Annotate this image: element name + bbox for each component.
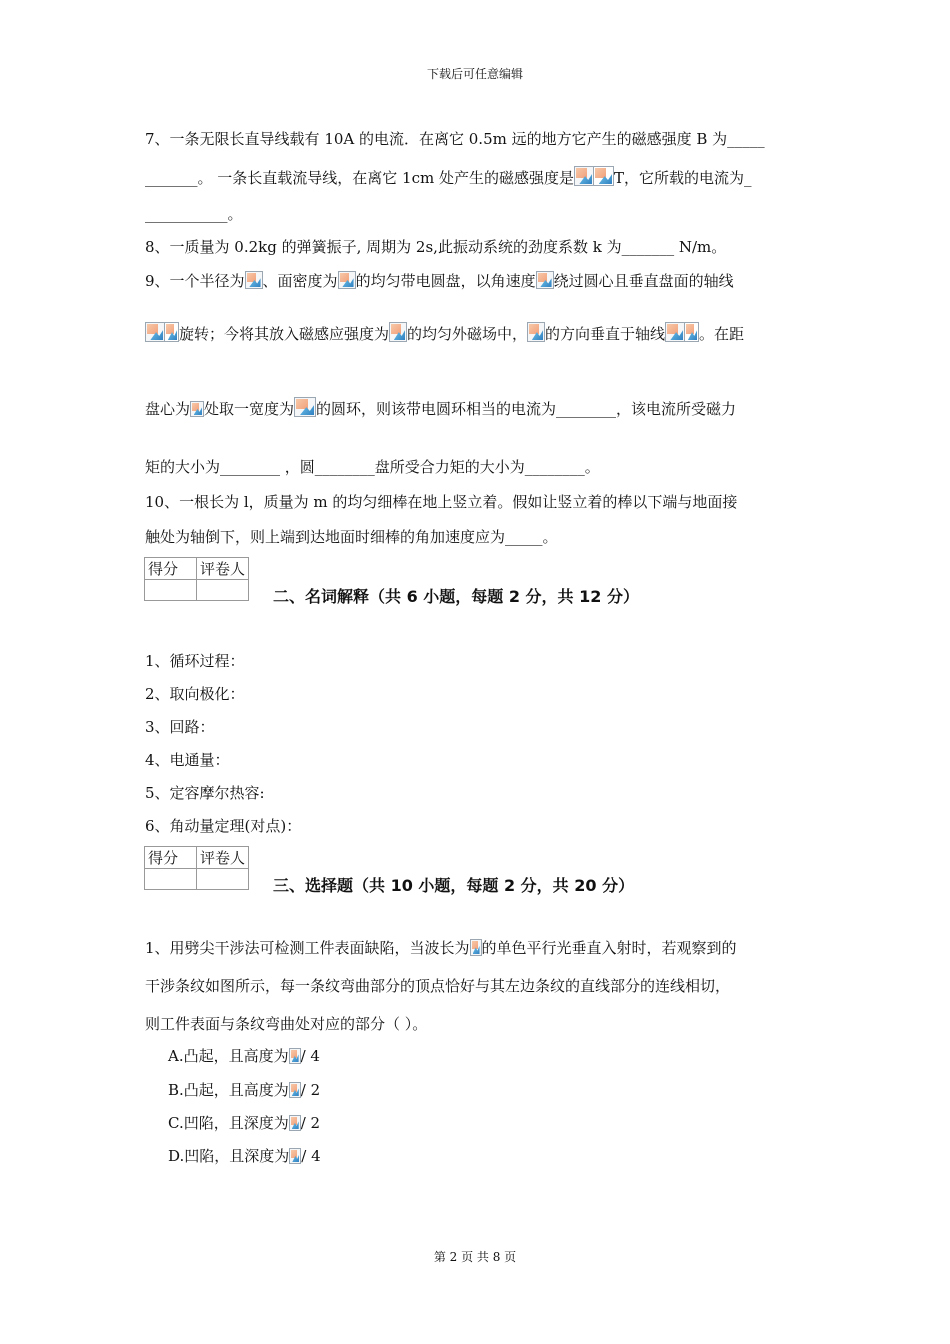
q7-line3: ___________。: [145, 205, 243, 223]
q9-line2: [145, 322, 744, 344]
option-text: / 4: [300, 1047, 320, 1065]
q9-text: 。在距: [699, 325, 745, 343]
q9-text: 9、一个半径为: [145, 272, 245, 290]
mc-option-d: [168, 1145, 321, 1166]
q8-line: 8、一质量为 0.2kg 的弹簧振子, 周期为 2s,此振动系统的劲度系数 k 为_______ N/m。: [145, 238, 727, 256]
q9-text: 、面密度为: [262, 272, 338, 290]
q9-text: 的方向垂直于轴线: [545, 325, 666, 343]
image-placeholder-icon: [289, 1048, 301, 1064]
section2-title: 二、名词解释（共 6 小题，每题 2 分，共 12 分）: [273, 587, 639, 606]
option-text: / 4: [301, 1147, 321, 1165]
grader-label: 评卷人: [197, 847, 249, 869]
page-footer: 第 2 页 共 8 页: [433, 1250, 517, 1264]
term-item: 5、定容摩尔热容:: [145, 784, 265, 802]
mc-option-c: [168, 1112, 320, 1133]
image-placeholder-icon: [165, 322, 179, 342]
score-cell: [145, 869, 197, 890]
q9-text: 的均匀外磁场中，: [407, 325, 528, 343]
mc-q1-text: 的单色平行光垂直入射时，若观察到的: [481, 939, 737, 957]
q10-line1: 10、一根长为 l，质量为 m 的均匀细棒在地上竖立着。假如让竖立着的棒以下端与地面接: [145, 493, 738, 511]
mc-option-a: [168, 1045, 320, 1066]
q10-line2: 触处为轴倒下，则上端到达地面时细棒的角加速度应为_____。: [145, 528, 558, 546]
mc-q1-line2: 干涉条纹如图所示，每一条纹弯曲部分的顶点恰好与其左边条纹的直线部分的连线相切，: [145, 977, 731, 995]
q7-line1: 7、一条无限长直导线载有 10A 的电流．在离它 0.5m 远的地方它产生的磁感强度 B 为_____: [145, 130, 765, 148]
option-text: A.凸起，且高度为: [168, 1047, 289, 1065]
score-label: 得分: [145, 847, 197, 869]
score-cell: [145, 580, 197, 601]
score-table: [144, 557, 249, 601]
mc-q1-line1: [145, 937, 737, 958]
q9-text: 绕过圆心且垂直盘面的轴线: [553, 272, 734, 290]
score-table: [144, 846, 249, 890]
score-label: 得分: [145, 558, 197, 580]
image-placeholder-icon: [338, 271, 356, 289]
option-text: C.凹陷，且深度为: [168, 1114, 289, 1132]
image-placeholder-icon: [289, 1115, 301, 1131]
option-text: D.凹陷，且深度为: [168, 1147, 290, 1165]
image-placeholder-icon: [190, 401, 204, 417]
q9-line3: [145, 397, 736, 419]
option-text: / 2: [300, 1114, 321, 1132]
image-placeholder-icon: [527, 322, 545, 342]
image-placeholder-icon: [289, 1148, 301, 1164]
term-item: 3、回路：: [145, 718, 215, 736]
q7-line2-text-a: _______。 一条长直载流导线，在离它 1cm 处产生的磁感强度是: [145, 169, 574, 187]
mc-q1-text: 1、用劈尖干涉法可检测工件表面缺陷，当波长为: [145, 939, 470, 957]
image-placeholder-icon: [594, 166, 614, 186]
image-placeholder-icon: [289, 1082, 301, 1098]
grader-cell: [197, 869, 249, 890]
image-placeholder-icon: [536, 271, 554, 289]
q9-text: 的圆环，则该带电圆环相当的电流为________，该电流所受磁力: [316, 400, 737, 418]
mc-option-b: [168, 1079, 320, 1100]
image-placeholder-icon: [389, 322, 407, 342]
page-header: 下载后可任意编辑: [426, 67, 523, 81]
q9-line4: 矩的大小为________ ，圆________盘所受合力矩的大小为________。: [145, 458, 600, 476]
q9-line1: [145, 270, 734, 291]
q9-text: 盘心为: [145, 400, 191, 418]
mc-q1-line3: 则工件表面与条纹弯曲处对应的部分（ ）。: [145, 1015, 428, 1033]
term-item: 4、电通量：: [145, 751, 230, 769]
option-text: / 2: [300, 1081, 321, 1099]
q9-text: 的均匀带电圆盘，以角速度: [355, 272, 536, 290]
image-placeholder-icon: [685, 322, 699, 342]
option-text: B.凸起，且高度为: [168, 1081, 289, 1099]
q9-text: 旋转；今将其放入磁感应强度为: [179, 325, 390, 343]
term-item: 1、循环过程：: [145, 652, 245, 670]
image-placeholder-icon: [145, 322, 165, 342]
term-item: 6、角动量定理(对点)：: [145, 817, 302, 835]
grader-label: 评卷人: [197, 558, 249, 580]
q7-line2: [145, 166, 752, 188]
q7-line2-text-b: T，它所载的电流为_: [613, 169, 752, 187]
q9-text: 处取一宽度为: [204, 400, 295, 418]
image-placeholder-icon: [245, 271, 263, 289]
image-placeholder-icon: [470, 939, 482, 956]
image-placeholder-icon: [574, 166, 594, 186]
image-placeholder-icon: [665, 322, 685, 342]
term-item: 2、取向极化：: [145, 685, 245, 703]
image-placeholder-icon: [294, 397, 316, 417]
grader-cell: [197, 580, 249, 601]
section3-title: 三、选择题（共 10 小题，每题 2 分，共 20 分）: [273, 876, 635, 895]
